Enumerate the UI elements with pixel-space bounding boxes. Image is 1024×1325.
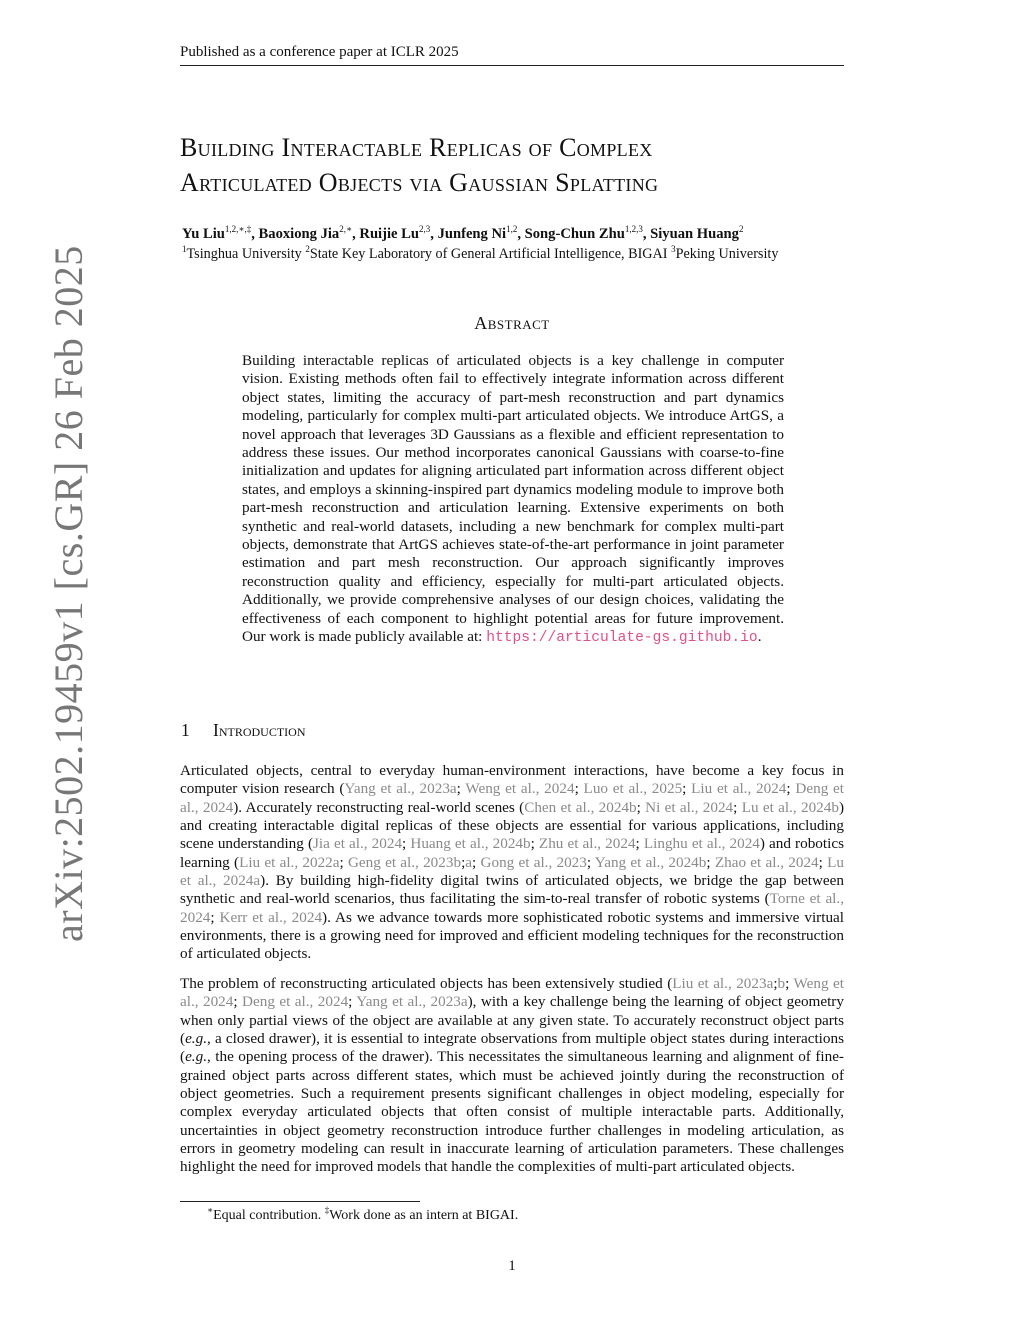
citation-link[interactable]: Zhu et al., 2024 [538, 835, 636, 853]
intro-paragraph-2: The problem of reconstructing articulated objects has been extensively studied (Liu et al., 2023a;b; Weng et al., 2024; Deng et al., 2024; Yang et al., 2023a), with a key challenge being the learning of object geometry when only partial views of the object are available at any given state. To accurately reconstruct object parts (e.g., a closed drawer), it is essential to integrate observations from multiple object states during interactions (e.g., the opening process of the drawer). This necessitates the simultaneous learning and alignment of fine-grained object parts across different states, which must be achieved jointly during the reconstruction of object geometries. Such a requirement presents significant challenges in object modeling, especially for complex everyday articulated objects that often consist of multiple interactable parts. Additionally, uncertainties in object geometry reconstruction introduce further challenges in modeling articulation, as errors in geometry modeling can result in inaccurate learning of articulation parameters. These challenges highlight the need for improved models that handle the complexities of multi-part articulated objects. [180, 975, 844, 1176]
citation-link[interactable]: Jia et al., 2024 [313, 835, 403, 853]
author-name: Ruijie Lu [359, 226, 420, 242]
abstract-heading: Abstract [474, 313, 550, 333]
affil-name: Peking University [675, 246, 779, 262]
author-affil-mark: 1,2,3 [624, 224, 643, 234]
arxiv-identifier[interactable]: arXiv:2502.19459v1 [cs.GR] 26 Feb 2025 [46, 245, 91, 942]
running-header: Published as a conference paper at ICLR 2025 [180, 44, 844, 66]
abstract-end: . [757, 628, 762, 646]
citation-link[interactable]: Deng et al., 2024 [242, 993, 349, 1011]
author-affil-mark: 2 [738, 224, 744, 234]
citation-link[interactable]: Ni et al., 2024 [645, 798, 734, 816]
author-affil-mark: 2,3 [419, 224, 431, 234]
citation-link[interactable]: Liu et al., 2024 [691, 780, 787, 798]
citation-link[interactable]: Linghu et al., 2024 [643, 835, 760, 853]
author-name: Song-Chun Zhu [524, 226, 625, 242]
citation-link[interactable]: Lu et al., 2024a [180, 853, 844, 890]
abstract-text: Building interactable replicas of articulated objects is a key challenge in computer vision. Existing methods often fail to effectively integrate information across different object states, limiting the accuracy of part-mesh reconstruction and part dynamics modeling, particularly for complex multi-part articulated objects. We introduce ArtGS, a novel approach that leverages 3D Gaussians as a flexible and efficient representation to address these issues. Our method incorporates canonical Gaussians with coarse-to-fine initialization and updates for aligning articulated part information across different object states, and employs a skinning-inspired part dynamics modeling module to improve both part-mesh reconstruction and articulation learning. Extensive experiments on both synthetic and real-world datasets, including a new benchmark for complex multi-part objects, demonstrate that ArtGS achieves state-of-the-art performance in joint parameter estimation and part mesh reconstruction. Our approach significantly improves reconstruction quality and efficiency, especially for multi-part articulated objects. Additionally, we provide comprehensive analyses of our design choices, validating the effectiveness of each component to highlight potential areas for future improvement. Our work is made publicly available at: [242, 352, 784, 646]
section-number: 1 [181, 720, 190, 740]
section-title: Introduction [213, 720, 306, 740]
affiliations [182, 246, 902, 263]
footnote-rule [180, 1201, 420, 1202]
citation-link[interactable]: Weng et al., 2024 [180, 975, 844, 1011]
author-name: Siyuan Huang [650, 226, 739, 242]
footnote-text-2: Work done as an intern at BIGAI. [329, 1208, 519, 1223]
section-heading [181, 720, 306, 741]
citation-link[interactable]: Yang et al., 2024b [594, 853, 707, 871]
citation-link[interactable]: Chen et al., 2024b [524, 798, 637, 816]
footnote-mark-1: ∗ [207, 1205, 214, 1215]
citation-link[interactable]: Weng et al., 2024 [465, 780, 575, 798]
citation-link[interactable]: b [777, 975, 786, 992]
title-line-1: Building Interactable Replicas of Complex [180, 133, 653, 162]
affil-mark: 2 [305, 244, 310, 254]
paper-title [180, 130, 880, 200]
author-list: Yu Liu$^{1,2,∗,\ddagger}$, Baoxiong Jia$^{2,∗}$, Ruijie Lu$^{2,3}$, Junfeng Ni$^{1,2}$, Song-Chun Zhu$^{1,2,3}$, Siyuan Huang$^2$ [182, 224, 744, 242]
author-affil-mark: 2,∗ [339, 224, 353, 234]
affil-mark: 1 [182, 244, 187, 254]
affil-mark: 3 [671, 244, 676, 254]
citation-link[interactable]: Lu et al., 2024b [741, 798, 839, 816]
footnote-mark-2: ‡ [324, 1205, 330, 1215]
citation-link[interactable]: Deng et al., 2024 [180, 780, 845, 816]
project-url-link[interactable]: https://articulate-gs.github.io [486, 630, 758, 647]
citation-link[interactable]: Yang et al., 2023a [356, 993, 468, 1011]
author-name: Baoxiong Jia [258, 226, 340, 242]
citation-link[interactable]: Yang et al., 2023a [344, 780, 457, 798]
citation-link[interactable]: Geng et al., 2023b [347, 853, 462, 871]
citation-link[interactable]: Liu et al., 2023a [672, 975, 774, 992]
author-affil-mark: 1,2,∗,‡ [224, 224, 252, 234]
intro-paragraph-1: Articulated objects, central to everyday human-environment interactions, have become a key focus in computer vision research (Yang et al., 2023a; Weng et al., 2024; Luo et al., 2025; Liu et al., 2024; Deng et al., 2024). Accurately reconstructing real-world scenes (Chen et al., 2024b; Ni et al., 2024; Lu et al., 2024b) and creating interactable digital replicas of these objects are essential for various applications, including scene understanding (Jia et al., 2024; Huang et al., 2024b; Zhu et al., 2024; Linghu et al., 2024) and robotics learning (Liu et al., 2022a; Geng et al., 2023b;a; Gong et al., 2023; Yang et al., 2024b; Zhao et al., 2024; Lu et al., 2024a). By building high-fidelity digital twins of articulated objects, we bridge the gap between synthetic and real-world scenarios, thus facilitating the sim-to-real transfer of robotic systems (Torne et al., 2024; Kerr et al., 2024). As we advance towards more sophisticated robotic systems and immersive virtual environments, there is a growing need for improved and efficient modeling techniques for the reconstruction of articulated objects. [180, 762, 845, 963]
citation-link[interactable]: Liu et al., 2022a [239, 853, 340, 871]
citation-link[interactable]: Kerr et al., 2024 [219, 908, 323, 926]
author-name: Yu Liu [182, 226, 225, 242]
affil-name: State Key Laboratory of General Artificial Intelligence, BIGAI [309, 246, 672, 262]
title-line-2: Articulated Objects via Gaussian Splatting [180, 168, 659, 197]
author-name: Junfeng Ni [437, 226, 507, 242]
italic-text: e.g. [185, 1030, 207, 1048]
footnote-text-1: Equal contribution. [213, 1208, 325, 1223]
abstract-body [242, 352, 784, 648]
citation-link[interactable]: Luo et al., 2025 [583, 780, 683, 798]
citation-link[interactable]: a [465, 853, 473, 871]
page-number: 1 [508, 1258, 516, 1274]
author-affil-mark: 1,2 [506, 224, 518, 234]
italic-text: e.g. [185, 1048, 207, 1066]
footnote [207, 1205, 519, 1224]
citation-link[interactable]: Huang et al., 2024b [410, 835, 531, 853]
citation-link[interactable]: Torne et al., 2024 [180, 890, 844, 926]
citation-link[interactable]: Gong et al., 2023 [480, 853, 587, 871]
citation-link[interactable]: Zhao et al., 2024 [714, 853, 819, 871]
affil-name: Tsinghua University [186, 246, 306, 262]
